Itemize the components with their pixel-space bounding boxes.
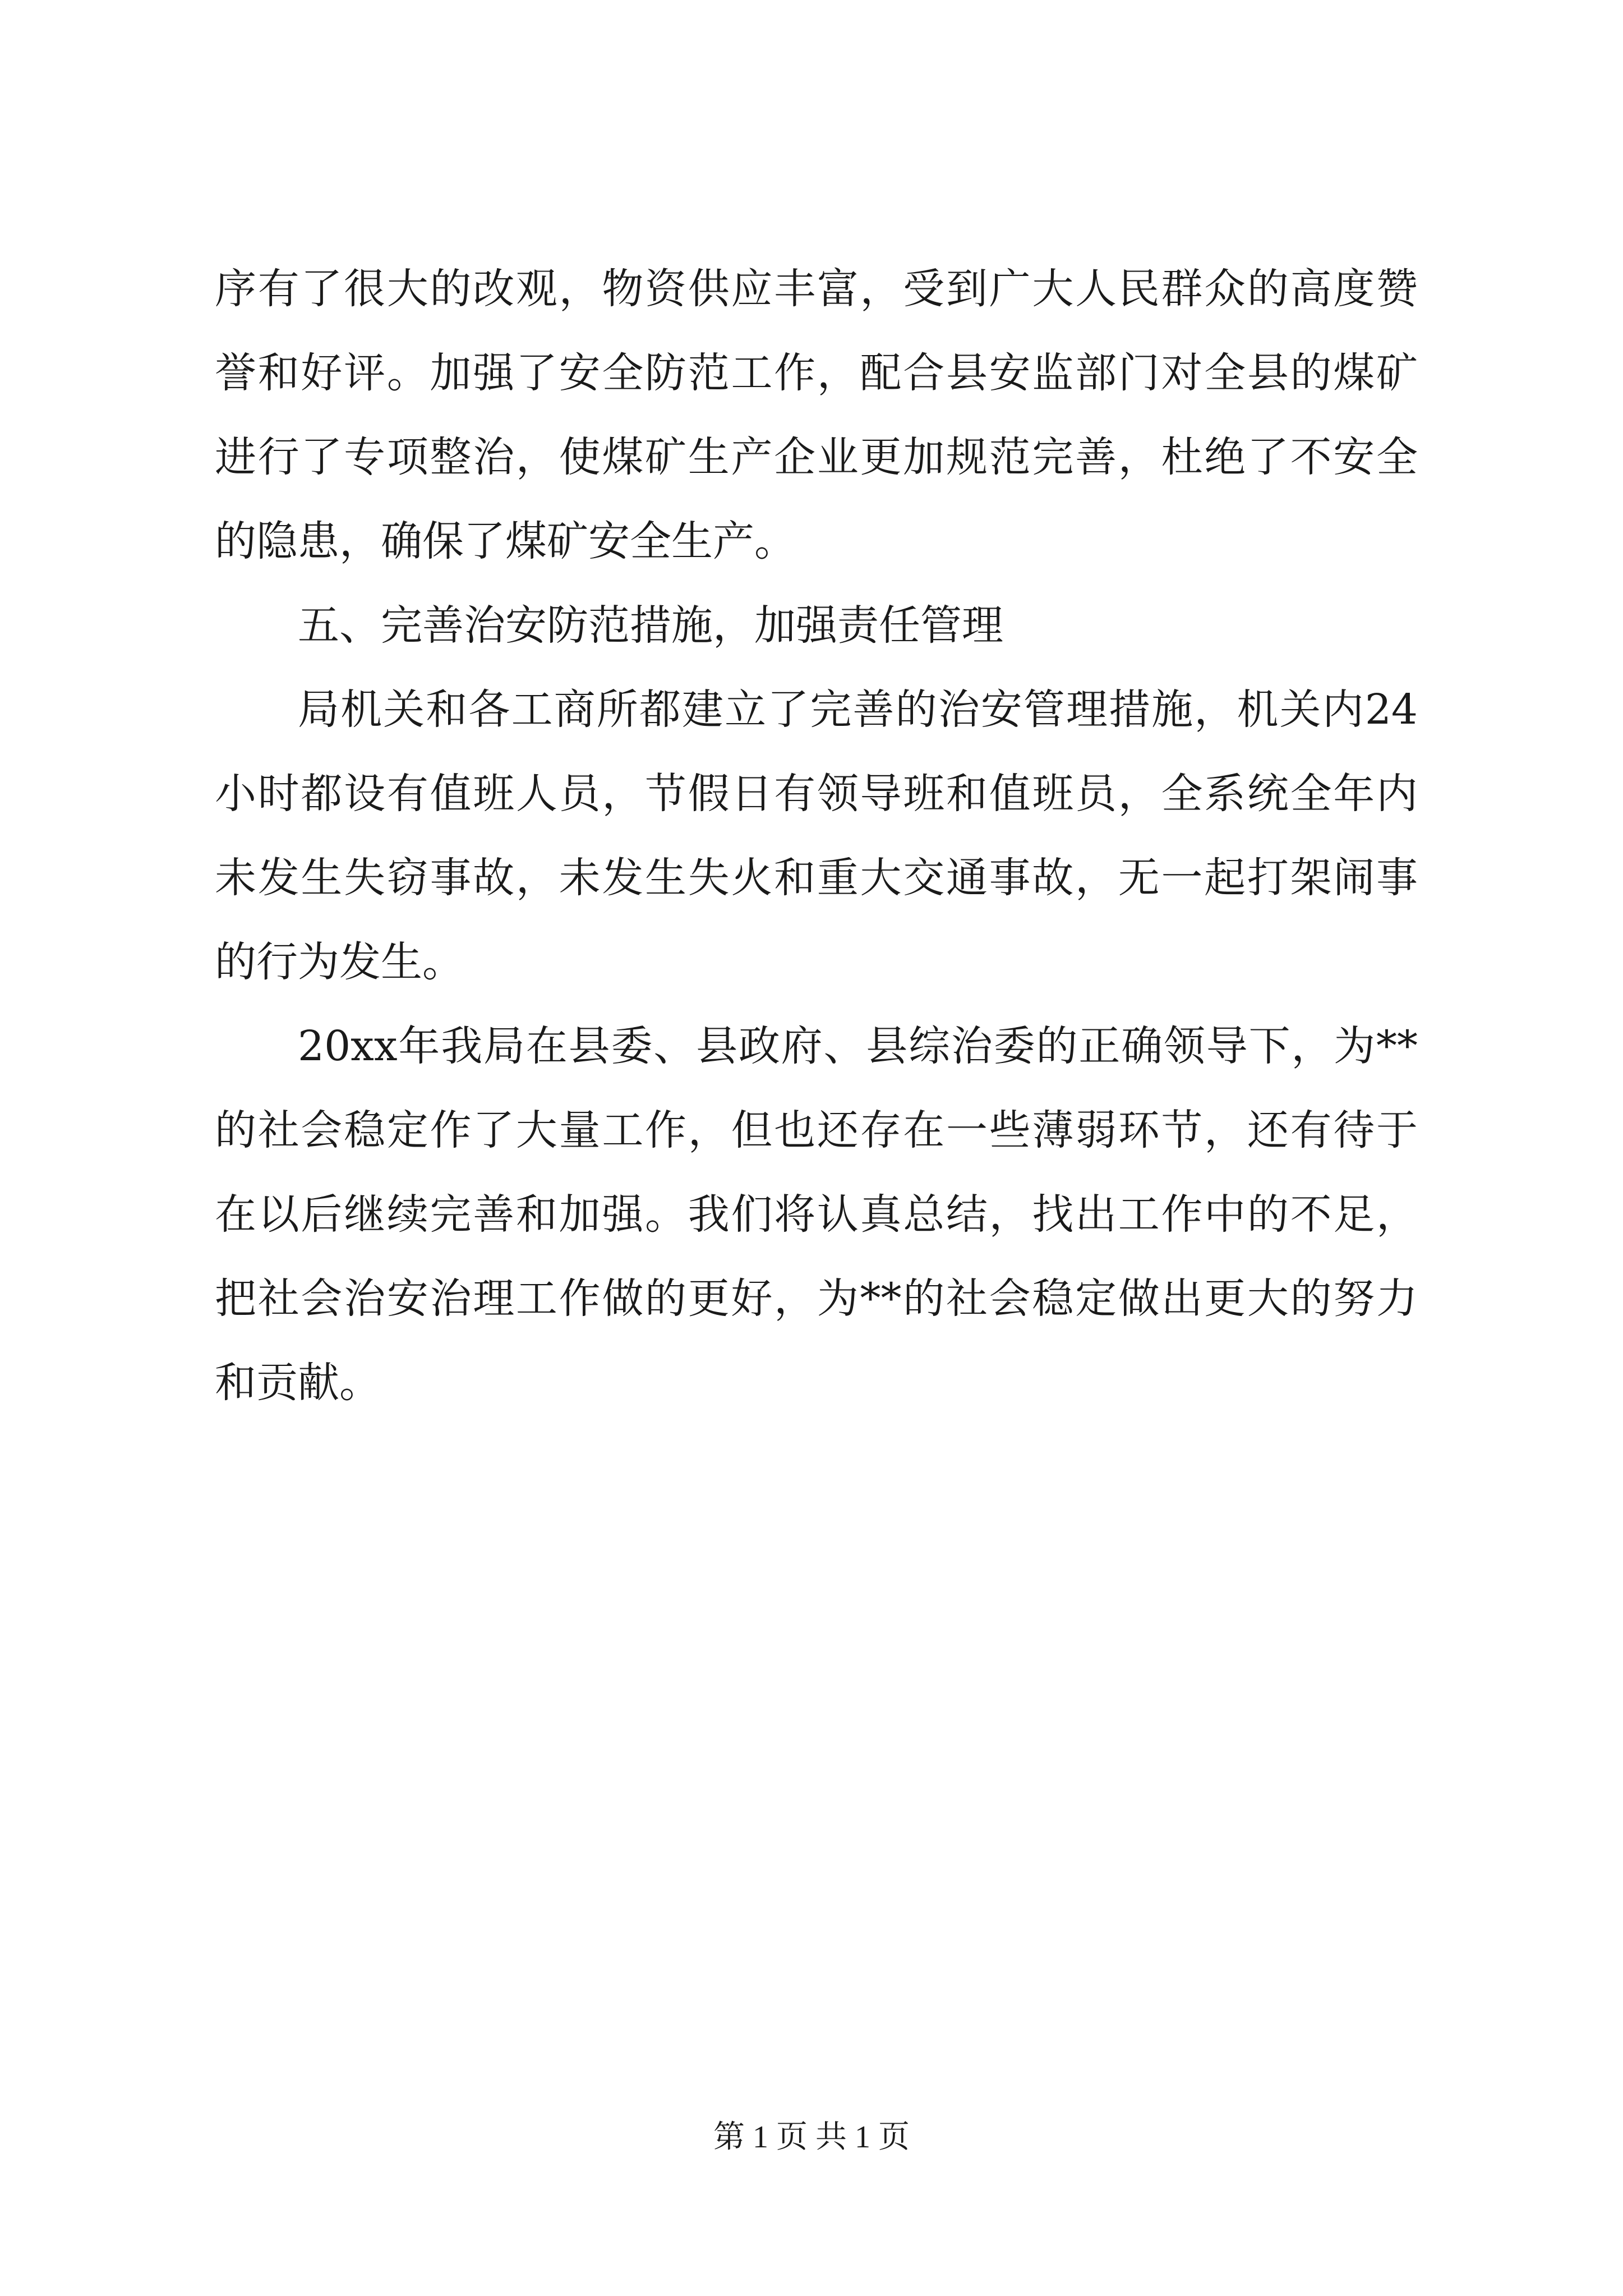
paragraph-conclusion: 20xx年我局在县委、县政府、县综治委的正确领导下，为**的社会稳定作了大量工作，但也还存在一些薄弱环节，还有待于在以后继续完善和加强。我们将认真总结，找出工作中的不足，把社会治安治理工作做的更好，为**的社会稳定做出更大的努力和贡献。 [215,1022,1418,1407]
section-heading-five: 五、完善治安防范措施，加强责任管理 [298,601,1003,650]
page-footer [0,2118,1623,2157]
document-body [215,247,1418,1425]
page-number-label: 第 1 页 共 1 页 [713,2120,910,2155]
paragraph-continuation: 序有了很大的改观，物资供应丰富，受到广大人民群众的高度赞誉和好评。加强了安全防范工作，配合县安监部门对全县的煤矿进行了专项整治，使煤矿生产企业更加规范完善，杜绝了不安全的隐患，确保了煤矿安全生产。 [215,265,1418,565]
paragraph-security-measures: 局机关和各工商所都建立了完善的治安管理措施，机关内24小时都设有值班人员，节假日有领导班和值班员，全系统全年内未发生失窃事故，未发生失火和重大交通事故，无一起打架闹事的行为发生。 [215,685,1418,986]
